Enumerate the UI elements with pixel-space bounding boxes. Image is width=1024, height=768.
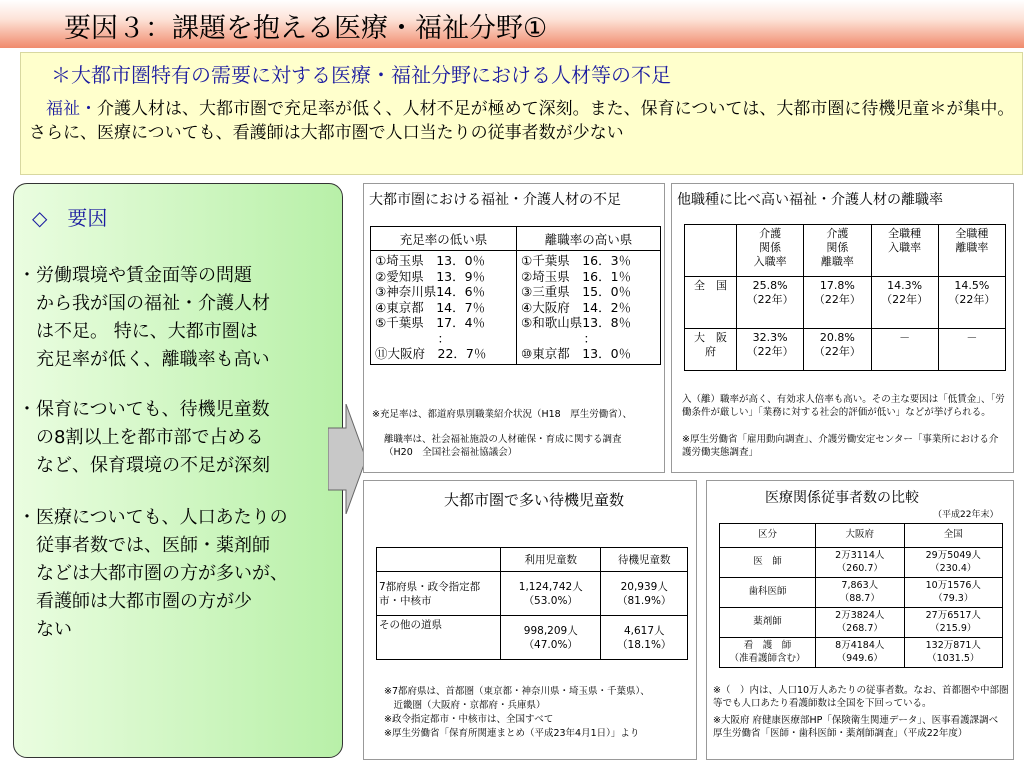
table-cell: － [871, 329, 938, 371]
waiting-children-table [376, 547, 688, 660]
table-cell: 7,863人 （88.7） [816, 578, 905, 608]
row-label: 全 国 [685, 277, 737, 329]
table-header [685, 225, 737, 277]
source-note: ※厚生労働省「雇用動向調査」、介護労働安定センター「事業所における介護労働実態調査」 [682, 434, 999, 458]
table-cell: 8万4184人 （949.6） [816, 638, 905, 668]
explanation-note: 入（離）職率が高く、有効求人倍率も高い。その主な要因は「低賃金」、「労働条件が厳しい」「業務に対する社会的評価が低い」などが挙げられる。 [682, 394, 1005, 418]
table-cell: － [938, 329, 1005, 371]
source-note: ※大阪府 府健康医療部HP「保険衛生関連データ」、医事看護課調べ 厚生労働省「医師・歯科医師・薬剤師調査」（平成22年度） [713, 715, 1008, 739]
row-label: 7都府県・政令指定都市・中核市 [377, 572, 501, 616]
table-header: 介護 関係 入職率 [737, 225, 804, 277]
medical-workers-table [719, 523, 1003, 668]
summary-text [29, 97, 1019, 145]
shortage-table [370, 226, 661, 365]
factors-panel [13, 183, 343, 758]
row-label: 医 師 [720, 548, 816, 578]
table-header: 充足率の低い県 [371, 227, 517, 251]
table-cell: 20.8% （22年） [804, 329, 871, 371]
table-header: 利用児童数 [501, 548, 601, 572]
box-title: 医療関係従事者数の比較 [765, 490, 919, 506]
table-cell: 2万3824人 （268.7） [816, 608, 905, 638]
table-header [377, 548, 501, 572]
table-cell: 1,124,742人 （53.0%） [501, 572, 601, 616]
title-bar [0, 0, 1024, 48]
table-cell: 25.8% （22年） [737, 277, 804, 329]
box-title: 他職種に比べ高い福祉・介護人材の離職率 [677, 192, 943, 208]
table-header: 待機児童数 [601, 548, 688, 572]
turnover-table [684, 224, 1006, 371]
table-header: 区分 [720, 524, 816, 548]
factor-item: ・労働環境や賃金面等の問題 から我が国の福祉・介護人材 は不足。 特に、大都市圏は 充足率が低く、離職率も高い [18, 265, 270, 370]
table-cell: 20,939人 （81.9%） [601, 572, 688, 616]
row-label: 歯科医師 [720, 578, 816, 608]
row-label: 大 阪 府 [685, 329, 737, 371]
source-note: ※厚生労働省「保育所関連まとめ（平成23年4月1日）」より [384, 728, 640, 739]
summary-lead: 福祉・ [46, 99, 97, 119]
table-header: 全職種 離職率 [938, 225, 1005, 277]
table-header: 全職種 入職率 [871, 225, 938, 277]
year-label: （平成22年末） [933, 510, 999, 520]
right-arrow-icon [328, 404, 368, 514]
table-cell: 17.8% （22年） [804, 277, 871, 329]
table-header: 大阪府 [816, 524, 905, 548]
welfare-shortage-box [363, 183, 665, 473]
source-note: ※充足率は、都道府県別職業紹介状況（H18 厚生労働省）、 [372, 409, 632, 420]
summary-heading: ＊大都市圏特有の需要に対する医療・福祉分野における人材等の不足 [51, 63, 671, 87]
source-note: 離職率は、社会福祉施設の人材確保・育成に関する調査 [384, 434, 622, 445]
factor-item: ・医療についても、人口あたりの 従事者数では、医師・薬剤師 などは大都市圏の方が多いが、 看護師は大都市圏の方が少 ない [18, 507, 288, 640]
table-header: 離職率の高い県 [517, 227, 661, 251]
table-cell: ①埼玉県 13．0％ ②愛知県 13．9％ ③神奈川県14．6％ ④東京都 14．7％ ⑤千葉県 17．4％ ： ⑪大阪府 22．7％ [371, 251, 517, 365]
page-title: 要因３：課題を抱える医療・福祉分野① [64, 13, 548, 44]
explanation-note: ※（ ）内は、人口10万人あたりの従事者数。なお、首都圏や中部圏等でも人口あたり看護師数は全国を下回っている。 [713, 685, 1009, 709]
factor-item: ・保育についても、待機児童数 の8割以上を都市部で占める など、保育環境の不足が深刻 [18, 399, 270, 476]
table-cell: 10万1576人 （79.3） [904, 578, 1002, 608]
row-label: 薬剤師 [720, 608, 816, 638]
waiting-children-box [363, 480, 697, 760]
table-cell: 14.3% （22年） [871, 277, 938, 329]
table-cell: 32.3% （22年） [737, 329, 804, 371]
table-cell: 2万3114人 （260.7） [816, 548, 905, 578]
source-note: 近畿圏（大阪府・京都府・兵庫県） [384, 700, 546, 711]
table-cell: 14.5% （22年） [938, 277, 1005, 329]
row-label: 看 護 師 （准看護師含む） [720, 638, 816, 668]
table-cell: 27万6517人 （215.9） [904, 608, 1002, 638]
summary-body: 介護人材は、大都市圏で充足率が低く、人材不足が極めて深刻。また、保育については、大都市圏に待機児童＊が集中。さらに、医療についても、看護師は大都市圏で人口当たりの従事者数が少ない [29, 99, 1015, 143]
table-cell: 132万871人 （1031.5） [904, 638, 1002, 668]
box-title: 大都市圏で多い待機児童数 [444, 491, 625, 509]
source-note: ※7都府県は、首都圏（東京都・神奈川県・埼玉県・千葉県）、 [384, 686, 650, 697]
source-note: ※政令指定都市・中核市は、全国すべて [384, 714, 554, 725]
source-note: （H20 全国社会福祉協議会） [384, 447, 518, 458]
medical-workers-box [706, 480, 1014, 760]
row-label: その他の道県 [377, 616, 501, 660]
turnover-box [671, 183, 1014, 473]
box-title: 大都市圏における福祉・介護人材の不足 [369, 192, 621, 208]
table-cell: 4,617人 （18.1%） [601, 616, 688, 660]
table-cell: 29万5049人 （230.4） [904, 548, 1002, 578]
factors-heading: ◇ 要因 [32, 206, 108, 230]
table-header: 全国 [904, 524, 1002, 548]
summary-banner [20, 52, 1023, 175]
table-cell: ①千葉県 16．3％ ②埼玉県 16．1％ ③三重県 15．0％ ④大阪府 14．2％ ⑤和歌山県13．8％ ： ⑩東京都 13．0％ [517, 251, 661, 365]
table-cell: 998,209人 （47.0%） [501, 616, 601, 660]
table-header: 介護 関係 離職率 [804, 225, 871, 277]
